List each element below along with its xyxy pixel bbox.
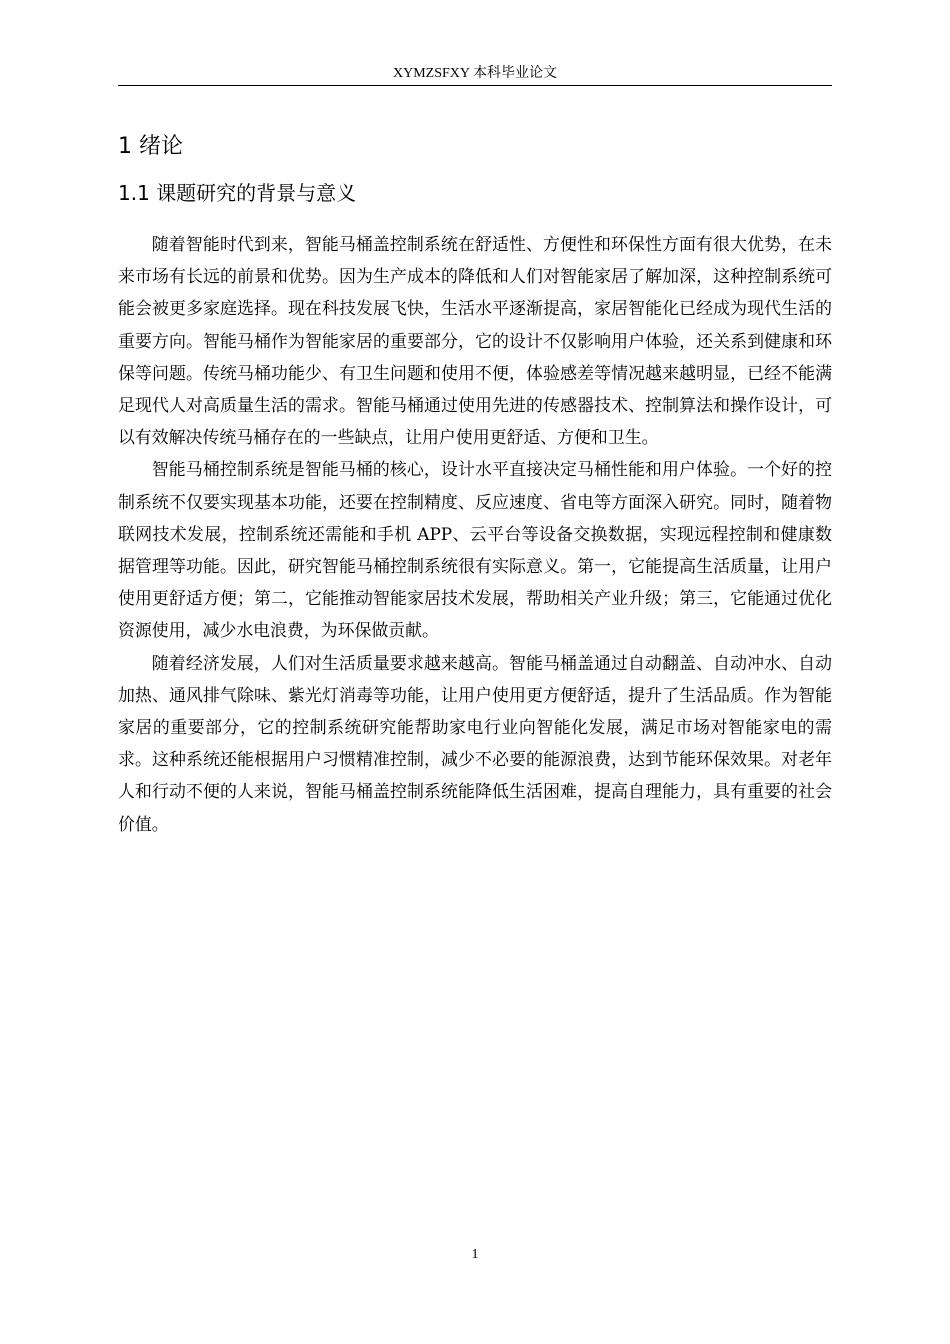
chapter-title: 1 绪论	[118, 134, 183, 159]
body-text	[118, 228, 832, 840]
running-header: XYMZSFXY 本科毕业论文	[393, 66, 557, 81]
header-divider	[118, 85, 832, 86]
page-number: 1	[471, 1247, 479, 1262]
paragraph: 随着经济发展，人们对生活质量要求越来越高。智能马桶盖通过自动翻盖、自动冲水、自动加热、通风排气除味、紫光灯消毒等功能，让用户使用更方便舒适，提升了生活品质。作为智能家居的重要部分，它的控制系统研究能帮助家电行业向智能化发展，满足市场对智能家电的需求。这种系统还能根据用户习惯精准控制，减少不必要的能源浪费，达到节能环保效果。对老年人和行动不便的人来说，智能马桶盖控制系统能降低生活困难，提高自理能力，具有重要的社会价值。	[118, 652, 832, 834]
paragraph: 随着智能时代到来，智能马桶盖控制系统在舒适性、方便性和环保性方面有很大优势，在未来市场有长远的前景和优势。因为生产成本的降低和人们对智能家居了解加深，这种控制系统可能会被更多家庭选择。现在科技发展飞快，生活水平逐渐提高，家居智能化已经成为现代生活的重要方向。智能马桶作为智能家居的重要部分，它的设计不仅影响用户体验，还关系到健康和环保等问题。传统马桶功能少、有卫生问题和使用不便，体验感差等情况越来越明显，已经不能满足现代人对高质量生活的需求。智能马桶通过使用先进的传感器技术、控制算法和操作设计，可以有效解决传统马桶存在的一些缺点，让用户使用更舒适、方便和卫生。	[118, 234, 832, 448]
section-title: 1.1 课题研究的背景与意义	[118, 181, 357, 205]
paragraph: 智能马桶控制系统是智能马桶的核心，设计水平直接决定马桶性能和用户体验。一个好的控制系统不仅要实现基本功能，还要在控制精度、反应速度、省电等方面深入研究。同时，随着物联网技术发展，控制系统还需能和手机 APP、云平台等设备交换数据，实现远程控制和健康数据管理等功能。因此，研究智能马桶控制系统很有实际意义。第一，它能提高生活质量，让用户使用更舒适方便；第二，它能推动智能家居技术发展，帮助相关产业升级；第三，它能通过优化资源使用，减少水电浪费，为环保做贡献。	[118, 459, 832, 641]
